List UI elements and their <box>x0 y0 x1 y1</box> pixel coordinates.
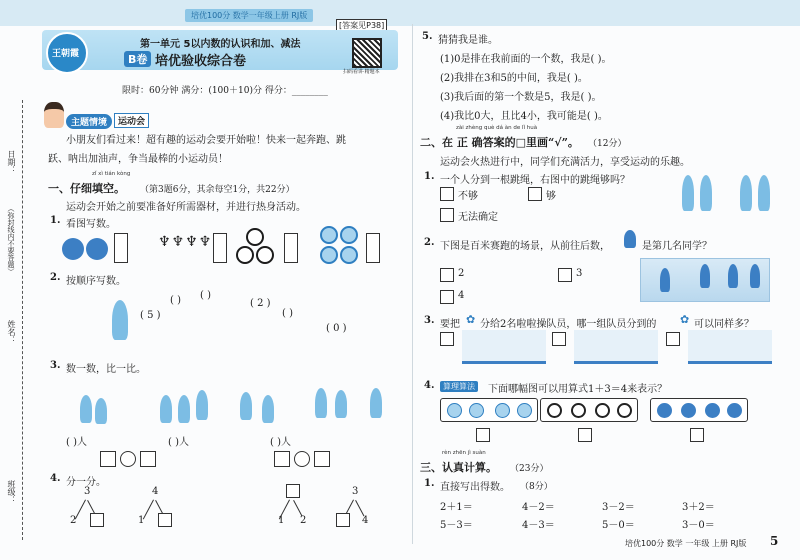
section2-note: （12分） <box>588 139 627 149</box>
answer-box[interactable] <box>114 233 128 263</box>
checkbox-3[interactable] <box>558 268 572 282</box>
q4-text: 分一分。 <box>66 477 106 488</box>
seq-number-5: 5 <box>147 310 154 321</box>
s2q2-text: 下图是百米赛跑的场景，从前往后数， <box>440 241 610 252</box>
cheer-group-1-illustration <box>462 330 546 364</box>
soccer-ball-icon <box>617 403 632 418</box>
tree-answer-box[interactable] <box>336 513 350 527</box>
equation[interactable]: 3＋2＝ <box>682 502 715 513</box>
equation[interactable]: 4－3＝ <box>522 520 555 531</box>
seal-line <box>22 100 23 540</box>
s2q3-number: 3. <box>424 315 435 326</box>
cheer-group-2-illustration <box>574 330 658 364</box>
theme-badge: 主题情境 <box>66 114 112 129</box>
kid-figure <box>315 388 327 418</box>
unit-title: 第一单元 5以内数的认识和加、减法 <box>140 39 301 50</box>
seq-value: ( 0 ) <box>326 323 347 334</box>
checkbox-2[interactable] <box>440 268 454 282</box>
volleyball-icon <box>469 403 484 418</box>
basketball-icon <box>705 403 720 418</box>
theme-intro-line1: 小朋友们看过来！超有趣的运动会要开始啦！快来一起奔跑、跳 <box>66 135 346 146</box>
kid-figure <box>178 395 190 423</box>
series-label: 培优100分 数学一年级上册 RJ版 <box>185 9 313 22</box>
s3q1-note: （8分） <box>520 482 553 492</box>
paper-label: B卷 <box>124 51 151 67</box>
soccer-ball-icon <box>236 246 254 264</box>
cheer-group-3-illustration <box>688 330 772 364</box>
runner-icon <box>624 230 636 248</box>
tree2-top: 4 <box>152 486 159 497</box>
basketball-icon <box>727 403 742 418</box>
tree-branch <box>75 500 86 520</box>
compare-box[interactable] <box>314 451 330 467</box>
seq-number-0: 0 <box>333 323 340 334</box>
picture-option-1[interactable] <box>440 398 538 422</box>
equation[interactable]: 4－2＝ <box>522 502 555 513</box>
picture-option-2[interactable] <box>540 398 638 422</box>
q4-number: 4. <box>50 473 61 484</box>
section3-note: （23分） <box>510 464 549 474</box>
q2-number: 2. <box>50 272 61 283</box>
compare-box[interactable] <box>100 451 116 467</box>
soccer-ball-icon <box>571 403 586 418</box>
seq-number-2: 2 <box>257 298 264 309</box>
soccer-ball-icon <box>595 403 610 418</box>
s2q2-text2: 是第几名同学？ <box>642 241 712 252</box>
tree1-top: 3 <box>84 486 91 497</box>
section2-title: 二、在 正 确答案的□里画“√”。 <box>420 136 579 149</box>
q5-item-2[interactable]: (2)我排在3和5的中间，我是( )。 <box>440 73 588 84</box>
soccer-ball-icon <box>246 228 264 246</box>
answer-reference: [答案见P38] <box>336 19 387 32</box>
option-3: 3 <box>576 268 583 279</box>
checkbox-picture-2[interactable] <box>578 428 592 442</box>
option-unsure: 无法确定 <box>458 212 498 223</box>
paper-title: 培优验收综合卷 <box>155 54 247 69</box>
volleyball-icon <box>340 246 358 264</box>
kid-figure <box>196 390 208 420</box>
runner-figure <box>700 264 710 288</box>
option-not-enough: 不够 <box>458 191 478 202</box>
checkbox-enough[interactable] <box>528 187 542 201</box>
checkbox-picture-1[interactable] <box>476 428 490 442</box>
pompom-icon: ✿ <box>466 313 476 326</box>
option-4: 4 <box>458 290 465 301</box>
equation[interactable]: 3－2＝ <box>602 502 635 513</box>
s2q3-text2: 分给2名啦啦操队员，哪一组队员分到的 <box>480 319 657 330</box>
tree1-left: 2 <box>70 515 77 526</box>
girl-figure <box>112 300 128 340</box>
column-divider <box>412 24 413 544</box>
compare-box[interactable] <box>140 451 156 467</box>
equation[interactable]: 5－0＝ <box>602 520 635 531</box>
s2q4-text: 下面哪幅图可以用算式1＋3＝4来表示？ <box>488 384 668 395</box>
tree3-right: 2 <box>300 515 307 526</box>
equation[interactable]: 3－0＝ <box>682 520 715 531</box>
tree-branch <box>293 500 302 516</box>
tree-branch <box>143 500 154 520</box>
name-label: 姓名： <box>7 320 16 344</box>
runner-figure <box>750 264 760 288</box>
count-blank-2[interactable]: ( )人 <box>168 437 189 448</box>
kid-figure <box>370 388 382 418</box>
tree2-left: 1 <box>138 515 145 526</box>
s2q1-text: 一个人分到一根跳绳，右图中的跳绳够吗？ <box>440 175 630 186</box>
page-number: 5 <box>770 534 779 548</box>
q1-number: 1. <box>50 215 61 226</box>
q3-text: 数一数，比一比。 <box>66 364 146 375</box>
class-label: 班级： <box>7 480 16 504</box>
tree-answer-box[interactable] <box>90 513 104 527</box>
kid-figure <box>740 175 752 211</box>
kid-figure <box>80 395 92 423</box>
kid-figure <box>758 175 770 211</box>
seq-value: ( 5 ) <box>140 310 161 321</box>
q5-item-1[interactable]: (1)0是排在我前面的一个数，我是( )。 <box>440 54 612 65</box>
runner-figure <box>660 268 670 292</box>
volleyball-icon <box>517 403 532 418</box>
mascot-avatar <box>44 102 64 128</box>
kid-figure <box>335 390 347 418</box>
pompom-icon: ✿ <box>680 313 690 326</box>
count-blank-1[interactable]: ( )人 <box>66 437 87 448</box>
tree-answer-box[interactable] <box>286 484 300 498</box>
tree4-right: 4 <box>362 515 369 526</box>
q5-item-3[interactable]: (3)我后面的第一个数是5，我是( )。 <box>440 92 602 103</box>
section3-title: 三、认真计算。 <box>420 461 497 474</box>
kid-figure <box>262 395 274 423</box>
answer-box[interactable] <box>284 233 298 263</box>
seq-blank[interactable]: ( ) <box>282 308 293 319</box>
section2-pinyin: zài zhèng què dá àn de lǐ huà <box>456 125 538 131</box>
soccer-ball-icon <box>256 246 274 264</box>
tree-branch <box>355 500 364 516</box>
q1-text: 看图写数。 <box>66 219 116 230</box>
section1-title: 一、仔细填空。 <box>48 182 125 195</box>
q3-number: 3. <box>50 360 61 371</box>
tree3-left: 1 <box>278 515 285 526</box>
tree4-top: 3 <box>352 486 359 497</box>
date-label: 日期： <box>7 150 16 174</box>
tree-answer-box[interactable] <box>158 513 172 527</box>
section2-intro: 运动会火热进行中，同学们充满活力，享受运动的乐趣。 <box>440 157 690 168</box>
volleyball-icon <box>447 403 462 418</box>
q5-number: 5. <box>422 31 433 42</box>
page-footer: 培优100分 数学 一年级 上册 RJ版 <box>625 539 747 548</box>
answer-box[interactable] <box>213 233 227 263</box>
checkbox-unsure[interactable] <box>440 208 454 222</box>
volleyball-icon <box>340 226 358 244</box>
option-2: 2 <box>458 268 465 279</box>
basketball-icon <box>657 403 672 418</box>
compare-box[interactable] <box>274 451 290 467</box>
seq-blank[interactable]: ( ) <box>170 295 181 306</box>
checkbox-group-1[interactable] <box>440 332 454 346</box>
s2q4-number: 4. <box>424 380 435 391</box>
checkbox-group-3[interactable] <box>666 332 680 346</box>
shuttlecock-icon: ♆♆♆♆ <box>158 234 213 250</box>
kid-figure <box>682 175 694 211</box>
section1-note: （第3题6分，其余每空1分，共22分） <box>140 185 295 195</box>
basketball-icon <box>681 403 696 418</box>
test-info: 限时：60分钟 满分：(100＋10)分 得分：________ <box>122 86 328 96</box>
q5-item-4[interactable]: (4)我比0大，且比4小，我可能是( )。 <box>440 111 608 122</box>
volleyball-icon <box>495 403 510 418</box>
equation[interactable]: 2＋1＝ <box>440 502 473 513</box>
q5-text: 猜猜我是谁。 <box>438 35 498 46</box>
answer-box[interactable] <box>366 233 380 263</box>
qr-code-icon[interactable] <box>352 38 382 68</box>
seal-notice: （弥封线内不要答题） <box>7 205 15 275</box>
s3q1-number: 1. <box>424 478 435 489</box>
kid-figure <box>95 398 107 424</box>
s2q2-number: 2. <box>424 237 435 248</box>
compare-circle[interactable] <box>294 451 310 467</box>
header-band <box>0 0 800 26</box>
section1-intro: 运动会开始之前要准备好所需器材，并进行热身活动。 <box>66 202 306 213</box>
option-enough: 够 <box>546 191 556 202</box>
theme-intro-line2: 跃、呐出加油声，争当最棒的小运动员！ <box>48 154 228 165</box>
equation[interactable]: 5－3＝ <box>440 520 473 531</box>
kid-figure <box>240 392 252 420</box>
kid-figure <box>160 395 172 423</box>
compare-circle[interactable] <box>120 451 136 467</box>
q2-text: 按顺序写数。 <box>66 276 126 287</box>
basketball-icon <box>86 238 108 260</box>
basketball-icon <box>62 238 84 260</box>
s2q3-text3: 可以同样多？ <box>694 319 754 330</box>
s2q3-text: 要把 <box>440 319 460 330</box>
checkbox-4[interactable] <box>440 290 454 304</box>
logo-text: 王朝霞 <box>52 49 80 59</box>
volleyball-icon <box>320 246 338 264</box>
checkbox-not-enough[interactable] <box>440 187 454 201</box>
runner-figure <box>728 264 738 288</box>
s3q1-text: 直接写出得数。 <box>440 482 510 493</box>
seq-value: ( 2 ) <box>250 298 271 309</box>
count-blank-3[interactable]: ( )人 <box>270 437 291 448</box>
checkbox-group-2[interactable] <box>552 332 566 346</box>
section1-pinyin: zǐ xì tián kòng <box>92 171 131 177</box>
s2q1-number: 1. <box>424 171 435 182</box>
kid-figure <box>700 175 712 211</box>
qr-caption: 扫码看讲·精题本 <box>343 69 380 75</box>
seq-blank[interactable]: ( ) <box>200 290 211 301</box>
theme-name: 运动会 <box>114 113 149 128</box>
method-tag: 算理算法 <box>440 381 478 392</box>
picture-option-3[interactable] <box>650 398 748 422</box>
soccer-ball-icon <box>547 403 562 418</box>
section3-pinyin: rèn zhēn jì suàn <box>442 450 486 456</box>
volleyball-icon <box>320 226 338 244</box>
checkbox-picture-3[interactable] <box>690 428 704 442</box>
